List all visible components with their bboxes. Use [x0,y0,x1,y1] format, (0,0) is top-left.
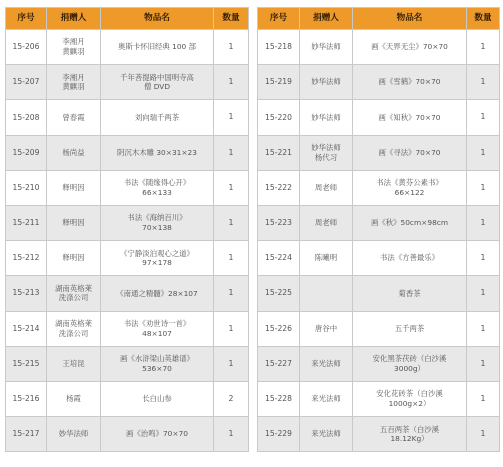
header-serial: 序号 [258,8,300,30]
serial-cell: 15-227 [258,346,300,381]
donor-cell: 湖南英格莱 洗涤公司 [47,311,101,346]
quantity-cell: 1 [467,30,500,65]
table-row [6,135,249,170]
item-cell: 画《寻法》70×70 [353,135,467,170]
item-cell: 五百两茶（白沙溪 18.12Kg） [353,417,467,452]
table-row [258,381,500,416]
item-cell: 刘向瑞千两茶 [101,100,214,135]
serial-cell: 15-222 [258,170,300,205]
quantity-cell: 1 [467,381,500,416]
header-quantity: 数量 [214,8,249,30]
serial-cell: 15-206 [6,30,47,65]
donor-cell [300,276,353,311]
serial-cell: 15-217 [6,417,47,452]
quantity-cell: 1 [214,170,249,205]
serial-cell: 15-219 [258,65,300,100]
table-header-row [258,8,500,30]
quantity-cell: 1 [467,311,500,346]
table-row [258,65,500,100]
item-cell: 书法《海纳百川》 70×138 [101,205,214,240]
quantity-cell: 1 [214,241,249,276]
table-row [258,311,500,346]
header-item: 物品名 [353,8,467,30]
table-row [6,170,249,205]
table-row [6,346,249,381]
serial-cell: 15-210 [6,170,47,205]
item-cell: 五千两茶 [353,311,467,346]
serial-cell: 15-225 [258,276,300,311]
quantity-cell: 1 [467,417,500,452]
donor-cell: 唐谷中 [300,311,353,346]
item-cell: 画《秋》50cm×98cm [353,205,467,240]
quantity-cell: 1 [214,30,249,65]
donor-cell: 杨霞 [47,381,101,416]
table-row [6,381,249,416]
table-row [258,241,500,276]
quantity-cell: 1 [467,100,500,135]
quantity-cell: 1 [214,135,249,170]
table-row [6,417,249,452]
table-row [6,30,249,65]
table-body-left [6,30,249,452]
item-cell: 千年菩提路中国明寺高 僧 DVD [101,65,214,100]
quantity-cell: 1 [214,65,249,100]
donor-cell: 王培昆 [47,346,101,381]
donor-cell: 杨尚益 [47,135,101,170]
donor-cell: 湖南英格莱 洗涤公司 [47,276,101,311]
serial-cell: 15-209 [6,135,47,170]
donor-cell: 释明因 [47,170,101,205]
item-cell: 奥斯卡怀旧经典 100 部 [101,30,214,65]
item-cell: 安化花砖茶（白沙溪 1000g×2） [353,381,467,416]
serial-cell: 15-208 [6,100,47,135]
donor-cell: 李湘月 黄麒羽 [47,65,101,100]
donor-cell: 来光法师 [300,346,353,381]
item-cell: 画《雪鹤》70×70 [353,65,467,100]
table-row [258,170,500,205]
quantity-cell: 1 [214,346,249,381]
item-cell: 书法《随缘得心开》 66×133 [101,170,214,205]
item-cell: 书法《劝世诗一首》 48×107 [101,311,214,346]
table-row [6,241,249,276]
table-row [258,30,500,65]
serial-cell: 15-221 [258,135,300,170]
quantity-cell: 1 [467,241,500,276]
serial-cell: 15-223 [258,205,300,240]
item-cell: 长白山参 [101,381,214,416]
table-row [6,100,249,135]
donor-cell: 周老师 [300,170,353,205]
serial-cell: 15-216 [6,381,47,416]
serial-cell: 15-213 [6,276,47,311]
serial-cell: 15-228 [258,381,300,416]
quantity-cell: 1 [467,65,500,100]
quantity-cell: 1 [214,100,249,135]
table-row [258,135,500,170]
donor-cell: 释明因 [47,205,101,240]
donor-cell: 妙华法师 [47,417,101,452]
quantity-cell: 1 [467,276,500,311]
header-quantity: 数量 [467,8,500,30]
table-row [258,205,500,240]
donor-cell: 周老师 [300,205,353,240]
quantity-cell: 1 [467,205,500,240]
donor-cell: 释明因 [47,241,101,276]
item-cell: 画《治鸣》70×70 [101,417,214,452]
table-row [258,276,500,311]
quantity-cell: 1 [214,276,249,311]
table-row [258,346,500,381]
donor-cell: 来光法师 [300,417,353,452]
quantity-cell: 2 [214,381,249,416]
item-cell: 《宁静淡泊观心之道》 97×178 [101,241,214,276]
quantity-cell: 1 [214,205,249,240]
quantity-cell: 1 [214,417,249,452]
serial-cell: 15-214 [6,311,47,346]
donor-cell: 妙华法师 [300,100,353,135]
donor-cell: 曾春霞 [47,100,101,135]
donor-cell: 陈曦明 [300,241,353,276]
serial-cell: 15-211 [6,205,47,240]
donor-cell: 妙华法师 杨代习 [300,135,353,170]
donor-cell: 妙华法师 [300,65,353,100]
header-serial: 序号 [6,8,47,30]
serial-cell: 15-215 [6,346,47,381]
table-header-row [6,8,249,30]
item-cell: 画《水浒梁山英雄谱》 536×70 [101,346,214,381]
item-cell: 书法《黄芬公素书》 66×122 [353,170,467,205]
table-row [6,311,249,346]
serial-cell: 15-229 [258,417,300,452]
table-row [6,205,249,240]
item-cell: 画《天界无尘》70×70 [353,30,467,65]
quantity-cell: 1 [467,135,500,170]
donor-cell: 李湘月 黄麒羽 [47,30,101,65]
table-row [258,417,500,452]
header-item: 物品名 [101,8,214,30]
item-cell: 安化黑茶茯砖（白沙溪 3000g） [353,346,467,381]
serial-cell: 15-220 [258,100,300,135]
serial-cell: 15-212 [6,241,47,276]
quantity-cell: 1 [467,346,500,381]
table-body-right [258,30,500,452]
donation-table-left [5,7,249,452]
header-donor: 捐赠人 [300,8,353,30]
table-row [6,276,249,311]
quantity-cell: 1 [214,311,249,346]
table-row [258,100,500,135]
serial-cell: 15-226 [258,311,300,346]
donor-cell: 妙华法师 [300,30,353,65]
item-cell: 《南通之精髓》28×107 [101,276,214,311]
item-cell: 菊香茶 [353,276,467,311]
serial-cell: 15-224 [258,241,300,276]
serial-cell: 15-218 [258,30,300,65]
donor-cell: 来光法师 [300,381,353,416]
item-cell: 书法《方善最乐》 [353,241,467,276]
quantity-cell: 1 [467,170,500,205]
item-cell: 画《知秋》70×70 [353,100,467,135]
header-donor: 捐赠人 [47,8,101,30]
table-row [6,65,249,100]
donation-table-right [257,7,500,452]
serial-cell: 15-207 [6,65,47,100]
item-cell: 阴沉木木雕 30×31×23 [101,135,214,170]
